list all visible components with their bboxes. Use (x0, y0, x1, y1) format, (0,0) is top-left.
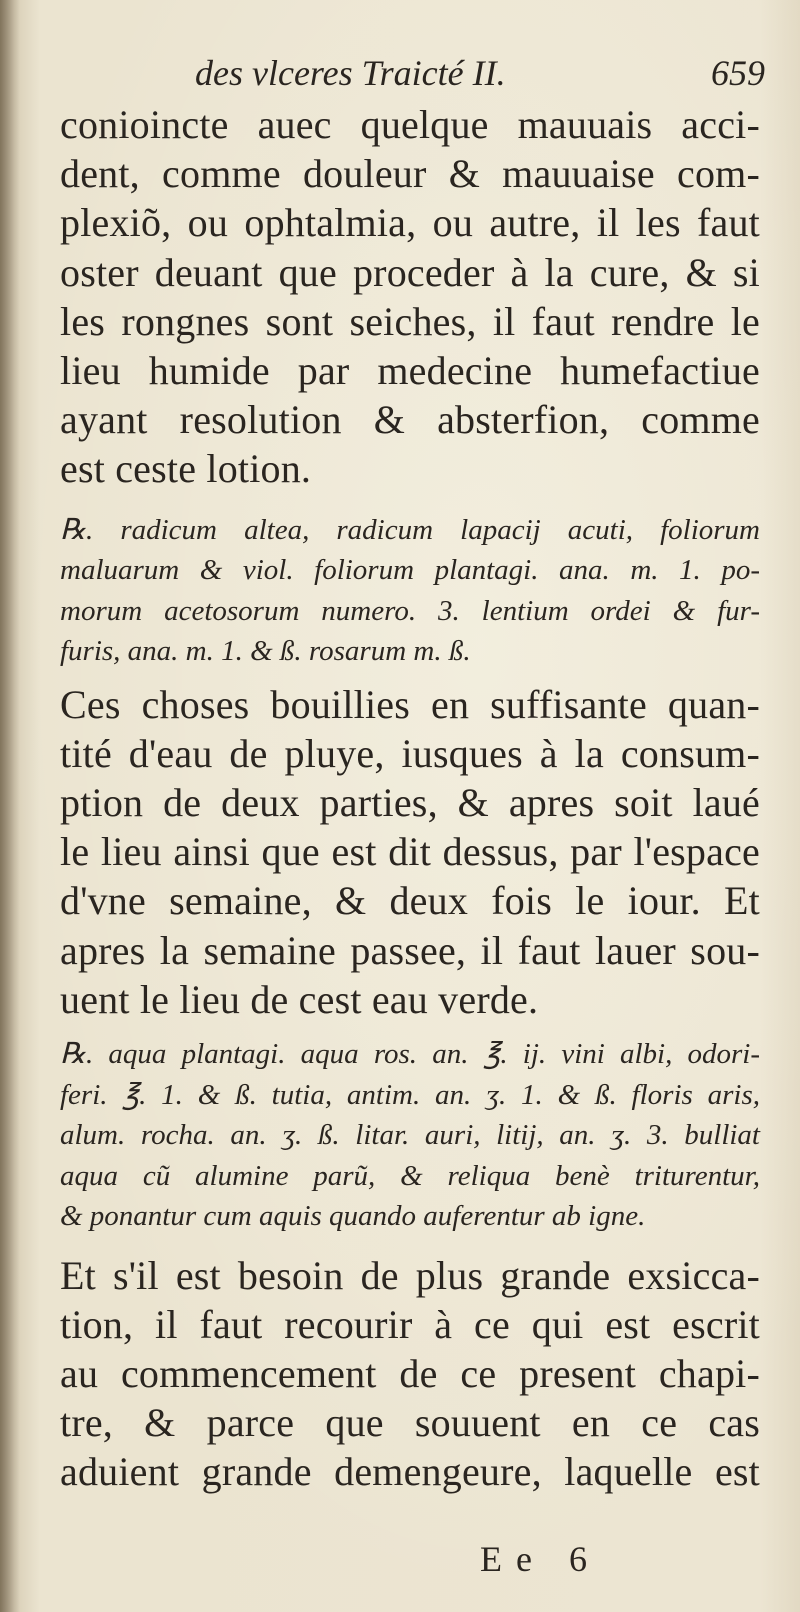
text-line: d'vne semaine, & deux fois le iour. Et (60, 878, 760, 924)
paragraph-1 (60, 100, 760, 494)
text-line: le lieu ainsi que est dit dessus, par l'espace (60, 829, 760, 875)
paragraph-2 (60, 680, 760, 1024)
text-line: plexiõ, ou ophtalmia, ou autre, il les faut (60, 200, 760, 246)
recipe-line: ℞. aqua plantagi. aqua ros. an. ℥. ij. vini albi, odori- (60, 1038, 760, 1071)
recipe-line: alum. rocha. an. ʒ. ß. litar. auri, litij, an. ʒ. 3. bulliat (60, 1119, 760, 1152)
text-block (60, 100, 760, 1497)
text-line: tion, il faut recourir à ce qui est escrit (60, 1301, 760, 1347)
text-line: aduient grande demengeure, laquelle est (60, 1449, 760, 1495)
text-line: lieu humide par medecine humefactiue (60, 348, 760, 394)
text-line: oster deuant que proceder à la cure, & si (60, 249, 760, 295)
text-line: Et s'il est besoin de plus grande exsicca- (60, 1252, 760, 1298)
running-head-title: des vlceres Traicté II. (195, 53, 506, 93)
text-line: est ceste lotion. (60, 446, 312, 492)
text-line: ayant resolution & absterfion, comme (60, 397, 760, 443)
recipe-line: & ponantur cum aquis quando auferentur ab igne. (60, 1200, 646, 1233)
recipe-1 (60, 510, 760, 672)
text-line: apres la semaine passee, il faut lauer sou- (60, 927, 760, 973)
text-line: tité d'eau de pluye, iusques à la consum- (60, 730, 760, 776)
recipe-line: maluarum & viol. foliorum plantagi. ana. m. 1. po- (60, 554, 760, 587)
recipe-line: ℞. radicum altea, radicum lapacij acuti, foliorum (60, 513, 760, 546)
gutter-shadow (0, 0, 20, 1612)
text-line: au commencement de ce present chapi- (60, 1350, 760, 1396)
recipe-2 (60, 1034, 760, 1237)
recipe-line: morum acetosorum numero. 3. lentium ordei & fur- (60, 594, 760, 627)
recipe-line: aqua cũ alumine parũ, & reliqua benè triturentur, (60, 1159, 760, 1192)
signature-mark: Ee 6 (480, 1539, 601, 1579)
recipe-line: feri. ℥. 1. & ß. tutia, antim. an. ʒ. 1. & ß. floris aris, (60, 1078, 760, 1111)
paragraph-3 (60, 1251, 760, 1497)
text-line: ption de deux parties, & apres soit laué (60, 780, 760, 826)
running-head (195, 52, 765, 94)
text-line: tre, & parce que souuent en ce cas (60, 1400, 760, 1446)
recipe-line: furis, ana. m. 1. & ß. rosarum m. ß. (60, 635, 471, 668)
text-line: conioincte auec quelque mauuais acci- (60, 102, 760, 147)
text-line: uent le lieu de cest eau verde. (60, 976, 539, 1022)
text-line: Ces choses bouillies en suffisante quan- (60, 681, 760, 727)
text-line: dent, comme douleur & mauuaise com- (60, 151, 760, 197)
page-number: 659 (711, 53, 765, 93)
text-line: les rongnes sont seiches, il faut rendre le (60, 298, 760, 344)
